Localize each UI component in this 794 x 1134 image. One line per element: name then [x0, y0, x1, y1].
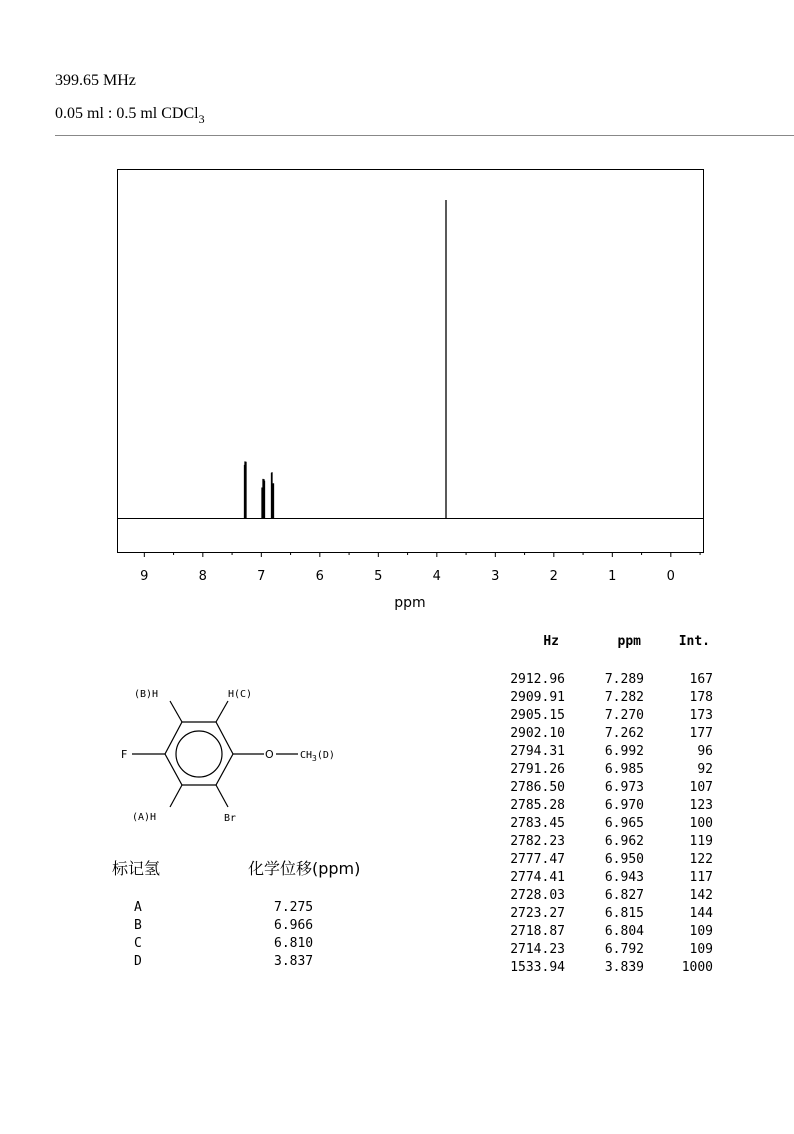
peak-table-rows: [480, 672, 720, 978]
peak-ppm: 7.270: [604, 708, 644, 723]
x-tick-label: 4: [432, 569, 441, 584]
peak-int: 107: [689, 780, 713, 795]
plot-frame: [118, 170, 704, 553]
peak-int: 96: [697, 744, 713, 759]
peak-row: [480, 690, 720, 708]
x-axis-tick-labels: [140, 569, 675, 584]
assignment-label: C: [134, 936, 142, 951]
peak-int: 123: [689, 798, 713, 813]
peak-int: 173: [689, 708, 713, 723]
peak-hz: 2728.03: [510, 888, 565, 903]
peak-int: 177: [689, 726, 713, 741]
peak-row: [480, 852, 720, 870]
x-tick-label: 1: [608, 569, 617, 584]
x-tick-label: 7: [257, 569, 266, 584]
peak-int: 167: [689, 672, 713, 687]
peak-int: 122: [689, 852, 713, 867]
atom-label-ch3: $CH_3(D)$: [300, 750, 335, 763]
peak-ppm: 6.992: [604, 744, 644, 759]
sample-text: 0.05 ml : 0.5 ml CDCl: [55, 105, 199, 122]
peak-int: 142: [689, 888, 713, 903]
atom-label-o: O: [265, 748, 274, 761]
peak-ppm: 7.289: [604, 672, 644, 687]
sample-subscript: 3: [198, 112, 205, 126]
peak-ppm: 6.970: [604, 798, 644, 813]
bond-h-b: [170, 701, 182, 722]
peak-ppm: 6.792: [604, 942, 644, 957]
peak-ppm: 6.965: [604, 816, 644, 831]
peak-int: 92: [697, 762, 713, 777]
peak-ppm: 6.985: [604, 762, 644, 777]
peak-ppm: 6.804: [604, 924, 644, 939]
x-tick-label: 2: [549, 569, 558, 584]
bond-h-c: [216, 701, 228, 722]
assignment-table: [110, 900, 350, 972]
atom-label-c: H(C): [228, 689, 253, 700]
assignment-header-label: 标记氢: [112, 859, 161, 878]
peak-row: [480, 816, 720, 834]
peak-ppm: 6.973: [604, 780, 644, 795]
assignment-shift: 6.810: [274, 936, 314, 951]
peak-int: 109: [689, 924, 713, 939]
peak-hz: 2902.10: [510, 726, 565, 741]
peak-hz: 2791.26: [510, 762, 565, 777]
atom-label-b: (B)H: [134, 689, 159, 700]
peak-row: [480, 870, 720, 888]
atom-label-br: Br: [224, 813, 237, 824]
x-tick-label: 8: [198, 569, 207, 584]
spectrometer-frequency: 399.65 MHz: [55, 72, 136, 89]
peak-hz: 2723.27: [510, 906, 565, 921]
peak-table-header: [480, 634, 720, 652]
assignment-label: A: [134, 900, 142, 915]
bond-br: [216, 785, 228, 807]
peak-row: [480, 924, 720, 942]
peak-row: [480, 942, 720, 960]
peak-int: 178: [689, 690, 713, 705]
assignment-shift: 3.837: [274, 954, 314, 969]
header-int: Int.: [678, 634, 710, 649]
peak-row: [480, 726, 720, 744]
header-hz: Hz: [543, 634, 559, 649]
peak-row: [480, 744, 720, 762]
bond-h-a: [170, 785, 182, 807]
peak-hz: 2777.47: [510, 852, 565, 867]
peak-hz: 2794.31: [510, 744, 565, 759]
molecule-structure: [100, 675, 380, 845]
peak-ppm: 3.839: [604, 960, 644, 975]
peak-hz: 2785.28: [510, 798, 565, 813]
peak-ppm: 6.943: [604, 870, 644, 885]
peak-int: 109: [689, 942, 713, 957]
peak-list-table: [480, 634, 720, 978]
peak-hz: 2909.91: [510, 690, 565, 705]
peak-ppm: 6.827: [604, 888, 644, 903]
peak-row: [480, 780, 720, 798]
x-tick-label: 9: [140, 569, 149, 584]
peak-int: 117: [689, 870, 713, 885]
assignment-row: [110, 936, 350, 954]
peak-hz: 2783.45: [510, 816, 565, 831]
peak-hz: 2786.50: [510, 780, 565, 795]
x-tick-label: 6: [315, 569, 324, 584]
peak-hz: 2905.15: [510, 708, 565, 723]
peak-int: 100: [689, 816, 713, 831]
peak-hz: 2912.96: [510, 672, 565, 687]
peak-ppm: 6.815: [604, 906, 644, 921]
peak-ppm: 7.282: [604, 690, 644, 705]
peak-row: [480, 888, 720, 906]
x-tick-label: 3: [491, 569, 500, 584]
peak-hz: 2774.41: [510, 870, 565, 885]
peak-hz: 1533.94: [510, 960, 565, 975]
peak-row: [480, 762, 720, 780]
peak-ppm: 6.950: [604, 852, 644, 867]
peak-int: 144: [689, 906, 713, 921]
peak-ppm: 6.962: [604, 834, 644, 849]
peak-hz: 2714.23: [510, 942, 565, 957]
peak-row: [480, 798, 720, 816]
x-axis-label: ppm: [394, 595, 426, 611]
assignment-header-shift: 化学位移(ppm): [248, 859, 361, 878]
atom-label-f: F: [121, 748, 128, 761]
peak-row: [480, 906, 720, 924]
peak-ppm: 7.262: [604, 726, 644, 741]
peak-hz: 2782.23: [510, 834, 565, 849]
assignment-label: D: [134, 954, 142, 969]
peak-row: [480, 672, 720, 690]
peak-row: [480, 708, 720, 726]
spectrum-peaks: [245, 200, 447, 518]
assignment-row: [110, 918, 350, 936]
header-ppm: ppm: [617, 634, 641, 649]
peak-row: [480, 834, 720, 852]
atom-label-a: (A)H: [132, 812, 157, 823]
assignment-shift: 6.966: [274, 918, 314, 933]
x-tick-label: 5: [374, 569, 383, 584]
assignment-label: B: [134, 918, 142, 933]
peak-row: [480, 960, 720, 978]
assignment-shift: 7.275: [274, 900, 314, 915]
x-tick-label: 0: [666, 569, 675, 584]
peak-hz: 2718.87: [510, 924, 565, 939]
assignment-row: [110, 900, 350, 918]
peak-int: 1000: [681, 960, 713, 975]
peak-int: 119: [689, 834, 713, 849]
aromatic-circle: [176, 731, 222, 777]
assignment-row: [110, 954, 350, 972]
